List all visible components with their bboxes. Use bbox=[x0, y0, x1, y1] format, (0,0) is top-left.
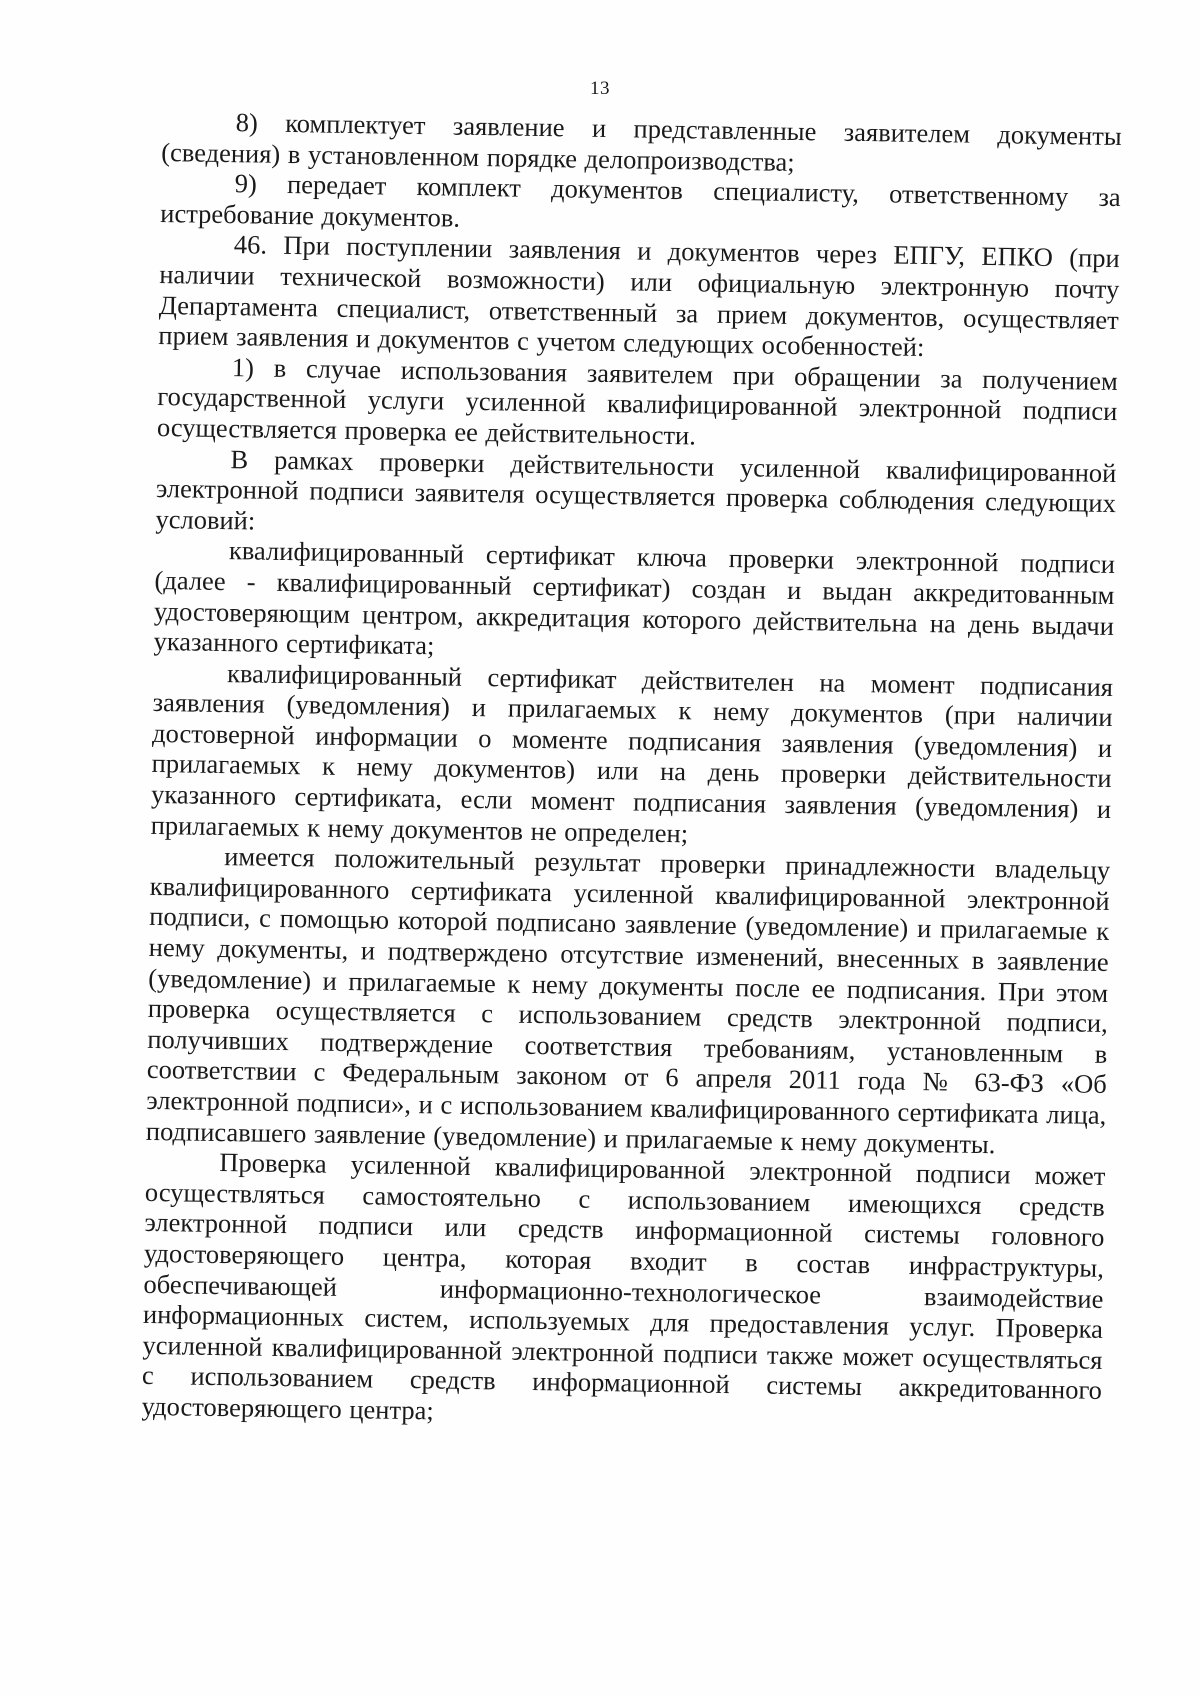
paragraph-verification-methods: Проверка усиленной квалифицированной электронной подписи может осуществляться самостоятельно с использованием имеющихся средств электронной подписи или средств информационной системы головного удостоверяющего центра, которая входит в состав инфраструктуры, обеспечивающей информационно-технологическое взаимодействие информационных систем, используемых для предоставления услуг. Проверка усиленной квалифицированной электронной подписи также может осуществляться с использованием средств информационной системы аккредитованного удостоверяющего центра; bbox=[141, 1147, 1106, 1426]
paragraph-condition-certificate-valid: квалифицированный сертификат действителен на момент подписания заявления (уведомления) и прилагаемых к нему документов (при наличии достоверной информации о моменте подписания заявления (уведомления) и прилагаемых к нему документов) или на день проверки действительности указанного сертификата, если момент подписания заявления (уведомления) и прилагаемых к нему документов не определен; bbox=[150, 657, 1114, 849]
page-number: 13 bbox=[590, 78, 610, 99]
paragraph-condition-certificate-issued: квалифицированный сертификат ключа проверки электронной подписи (далее - квалифицированный сертификат) создан и выдан аккредитованным удостоверяющим центром, аккредитация которого действительна на день выдачи указанного сертификата; bbox=[153, 535, 1116, 661]
paragraph-condition-ownership-check: имеется положительный результат проверки принадлежности владельцу квалифицированного сертификата усиленной квалифицированной электронной подписи, с помощью которой подписано заявление (уведомление) и прилагаемые к нему документы, и подтверждено отсутствие изменений, внесенных в заявление (уведомление) и прилагаемые к нему документы после ее подписания. При этом проверка осуществляется с использованием средств электронной подписи, получивших подтверждение соответствия требованиям, установленным в соответствии с Федеральным законом от 6 апреля 2011 года № 63-ФЗ «Об электронной подписи», и с использованием квалифицированного сертификата лица, подписавшего заявление (уведомление) и прилагаемые к нему документы. bbox=[145, 841, 1111, 1159]
paragraph-clause-46: 46. При поступлении заявления и документов через ЕПГУ, ЕПКО (при наличии технической возможности) или официальную электронную почту Департамента специалист, ответственный за прием документов, осуществляет прием заявления и документов с учетом следующих особенностей: bbox=[158, 229, 1120, 363]
paragraph-item-9: 9) передает комплект документов специалисту, ответственному за истребование документов. bbox=[160, 168, 1121, 233]
paragraph-subclause-1: 1) в случае использования заявителем при обращении за получением государственной услуги усиленной квалифицированной электронной подписи осуществляется проверка ее действительности. bbox=[156, 351, 1119, 451]
paragraph-item-8: 8) комплектует заявление и представленные заявителем документы (сведения) в установленном порядке делопроизводства; bbox=[161, 107, 1122, 177]
paragraph-verification-intro: В рамках проверки действительности усиленной квалифицированной электронной подписи заявителя осуществляется проверка соблюдения следующих условий: bbox=[155, 443, 1117, 536]
document-body bbox=[141, 106, 1122, 1436]
